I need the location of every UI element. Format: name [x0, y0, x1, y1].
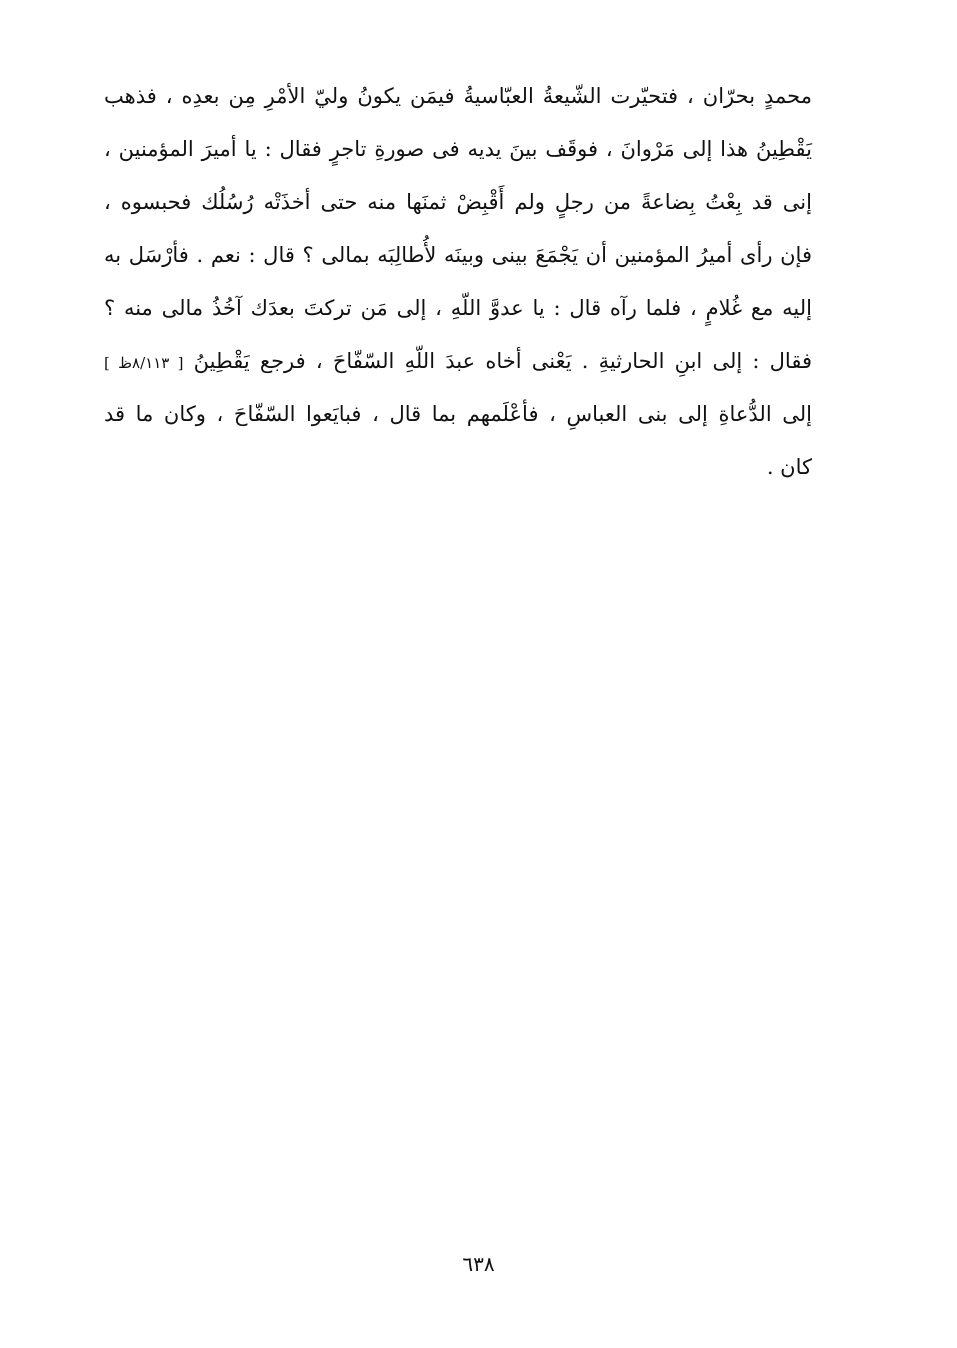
- page-number: ٦٣٨: [462, 1252, 495, 1276]
- text-line-1: محمدٍ بحرّان ، فتحيّرت الشّيعةُ العبّاسيةُ فيمَن يكونُ وليّ الأمْرِ مِن بعدِه ، فذهب: [104, 84, 812, 108]
- text-line-5: إليه مع غُلامٍ ، فلما رآه قال : يا عدوَّ اللّهِ ، إلى مَن تركتَ بعدَك آخُذُ مالى منه ؟: [104, 296, 812, 320]
- text-line-6: [104, 335, 812, 388]
- text-line-3: إنى قد بِعْتُ بِضاعةً من رجلٍ ولم أَقْبِضْ ثمنَها منه حتى أخذَتْه رُسُلُك فحبسوه ،: [104, 190, 812, 214]
- text-line-6-content: فقال : إلى ابنِ الحارثيةِ . يَعْنى أخاه عبدَ اللّهِ السّفّاحَ ، فرجع يَقْطِينُ: [193, 349, 812, 373]
- text-line-8: كان .: [766, 455, 812, 479]
- text-line-7: إلى الدُّعاةِ إلى بنى العباسِ ، فأعْلَمهم بما قال ، فبايَعوا السّفّاحَ ، وكان ما قد: [104, 402, 812, 426]
- body-text: [104, 70, 812, 494]
- text-line-2: يَقْطِينُ هذا إلى مَرْوانَ ، فوقَف بينَ يديه فى صورةِ تاجرٍ فقال : يا أميرَ المؤمنين ،: [104, 137, 812, 161]
- margin-reference: [ ٨/١١٣ظ ]: [104, 354, 184, 372]
- text-line-4: فإن رأى أميرُ المؤمنين أن يَجْمَعَ بينى وبينَه لأُطالِبَه بمالى ؟ قال : نعم . فأرْسَل به: [104, 243, 812, 267]
